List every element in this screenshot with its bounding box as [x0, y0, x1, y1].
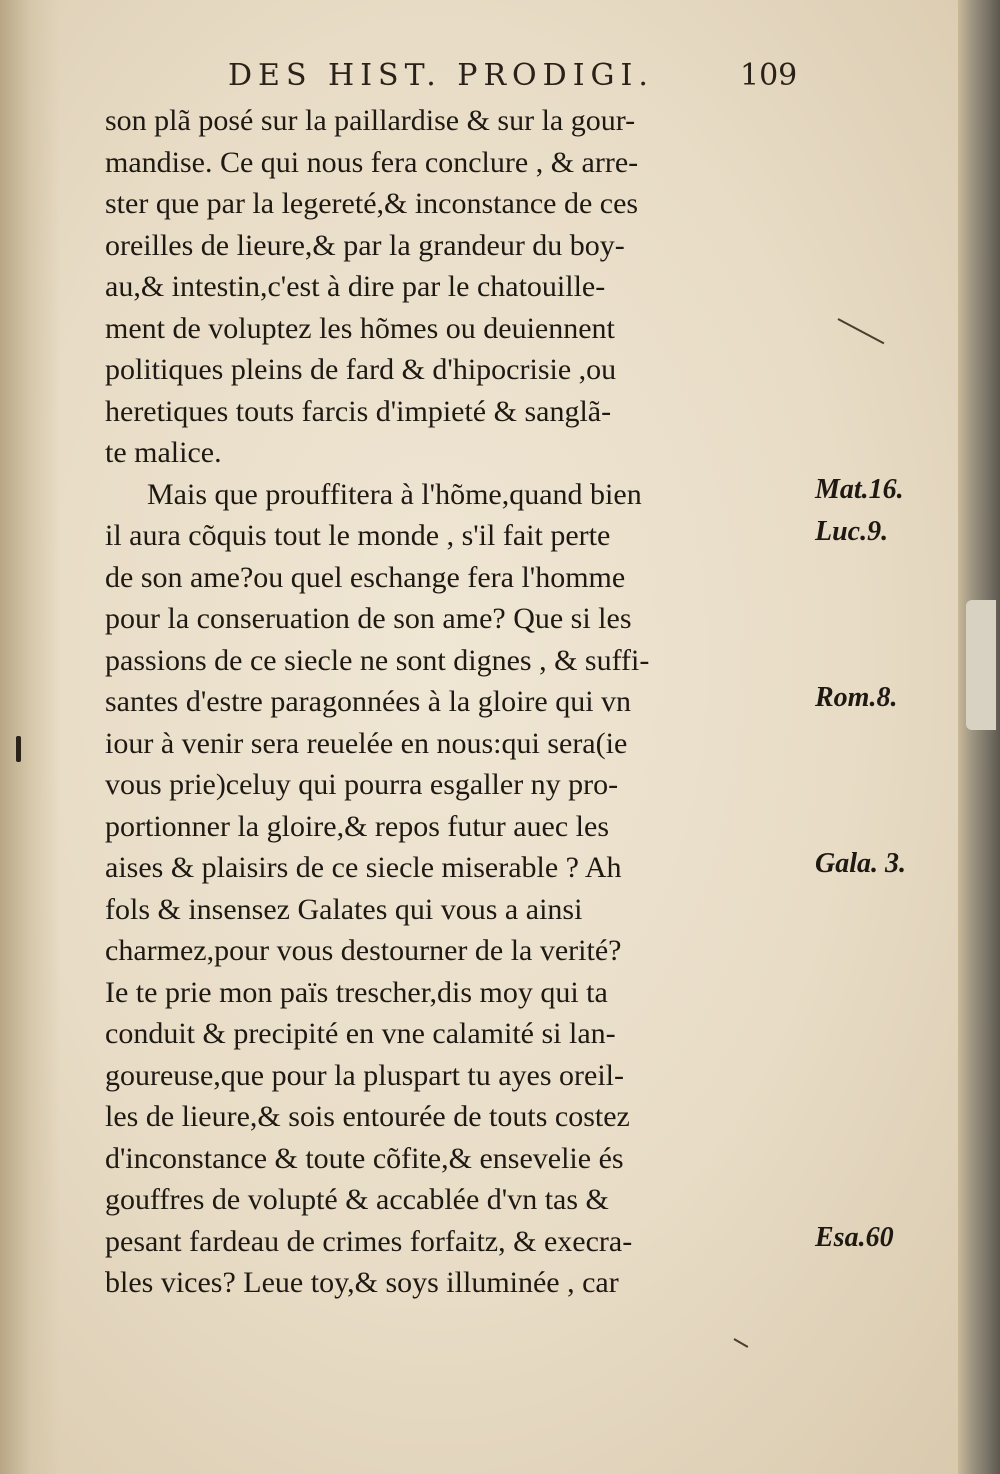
text-line: au,& intestin,c'est à dire par le chatouille- [105, 270, 606, 303]
text-line: aises & plaisirs de ce siecle miserable ? Ah [105, 851, 622, 884]
text-line: goureuse,que pour la pluspart tu ayes oreil- [105, 1058, 625, 1092]
text-line: santes d'estre paragonnées à la gloire qui vn [105, 685, 632, 718]
text-line: son plã posé sur la paillardise & sur la gour- [105, 104, 636, 137]
text-line: Ie te prie mon païs trescher,dis moy qui ta [105, 975, 608, 1009]
binding-hole [16, 736, 21, 762]
text-line: pesant fardeau de crimes forfaitz, & execra- [105, 1224, 633, 1258]
text-line: fols & insensez Galates qui vous a ainsi [105, 892, 583, 926]
text-line: ster que par la legereté,& inconstance de ces [105, 187, 639, 220]
page-tab [966, 600, 996, 730]
text-line: passions de ce siecle ne sont dignes , & suffi- [105, 643, 650, 677]
text-line: Mais que prouffitera à l'hõme,quand bien [147, 477, 642, 511]
text-line: conduit & precipité en vne calamité si lan- [105, 1017, 616, 1050]
text-line: vous prie)celuy qui pourra esgaller ny pro- [105, 768, 619, 801]
running-head [110, 58, 810, 98]
text-line: ment de voluptez les hõmes ou deuiennent [105, 311, 615, 345]
margin-note: Luc.9. [815, 516, 889, 547]
text-line: d'inconstance & toute cõfite,& ensevelie és [105, 1141, 624, 1175]
body-text [105, 100, 805, 1304]
page-fore-edge [958, 0, 1000, 1474]
margin-note: Mat.16. [815, 474, 904, 505]
margin-note: Gala. 3. [815, 848, 906, 879]
margin-note: Rom.8. [815, 682, 898, 713]
text-line: portionner la gloire,& repos futur auec les [105, 809, 609, 843]
text-line: pour la conseruation de son ame? Que si les [105, 602, 632, 635]
text-line: de son ame?ou quel eschange fera l'homme [105, 560, 626, 594]
text-line: oreilles de lieure,& par la grandeur du boy- [105, 228, 625, 262]
text-line: iour à venir sera reuelée en nous:qui sera(ie [105, 726, 628, 760]
text-line: politiques pleins de fard & d'hipocrisie ,ou [105, 353, 617, 386]
page-number: 109 [740, 58, 798, 93]
text-line: mandise. Ce qui nous fera conclure , & arre- [105, 145, 639, 179]
text-line: les de lieure,& sois entourée de touts costez [105, 1100, 630, 1133]
text-line: gouffres de volupté & accablée d'vn tas & [105, 1183, 609, 1216]
text-line: te malice. [105, 436, 222, 469]
text-line: charmez,pour vous destourner de la verité? [105, 934, 622, 967]
margin-note: Esa.60 [815, 1222, 894, 1253]
text-line: heretiques touts farcis d'impieté & sanglã- [105, 394, 612, 428]
text-line: bles vices? Leue toy,& soys illuminée , car [105, 1266, 619, 1299]
running-head-title: DES HIST. PRODIGI. [228, 58, 654, 93]
text-line: il aura cõquis tout le monde , s'il fait perte [105, 519, 611, 552]
binding-gutter [0, 0, 60, 1474]
